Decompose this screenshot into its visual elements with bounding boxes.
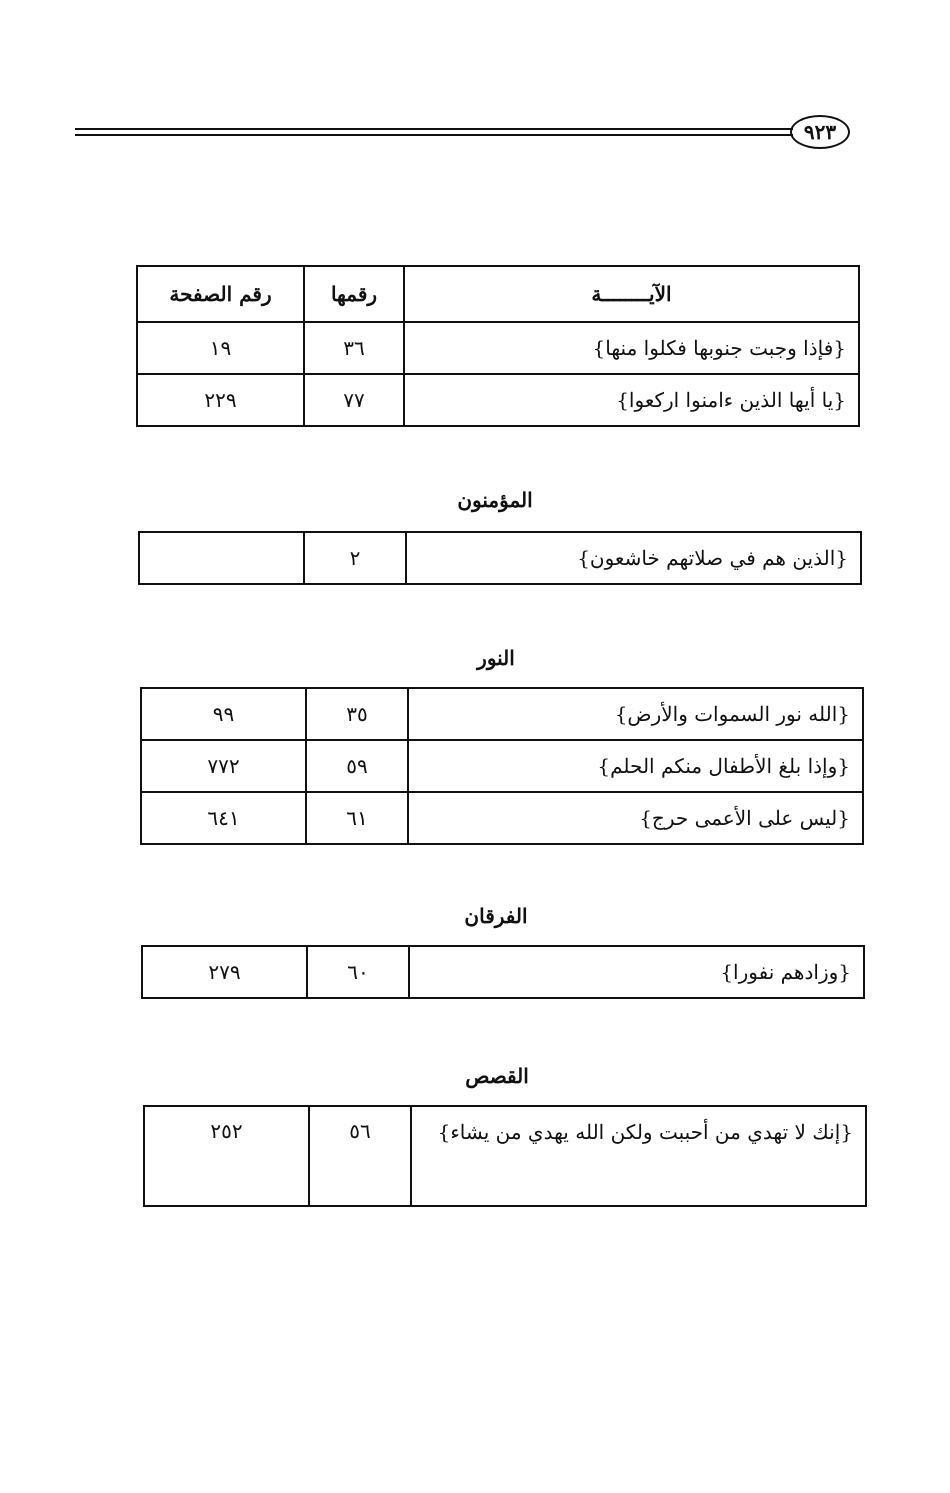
surah-title: الفرقان bbox=[464, 904, 528, 928]
table-row bbox=[141, 740, 863, 792]
table-row bbox=[142, 946, 864, 998]
ayah-number-cell: ٦٠ bbox=[307, 946, 409, 998]
table-row bbox=[141, 792, 863, 844]
header-rule-line-bottom bbox=[75, 134, 793, 136]
ayah-cell: {ليس على الأعمى حرج} bbox=[408, 792, 863, 844]
ayah-cell: {الذين هم في صلاتهم خاشعون} bbox=[406, 532, 861, 584]
index-table-section bbox=[141, 945, 865, 999]
header-page: رقم الصفحة bbox=[137, 266, 304, 322]
ayah-number-cell: ٥٩ bbox=[306, 740, 408, 792]
header-number: رقمها bbox=[304, 266, 404, 322]
index-table-section bbox=[143, 1105, 867, 1207]
index-table-section bbox=[140, 687, 864, 845]
ayah-number-cell: ٣٥ bbox=[306, 688, 408, 740]
ayah-number-cell: ٣٦ bbox=[304, 322, 404, 374]
page-cell: ٩٩ bbox=[141, 688, 306, 740]
page-cell: ٢٧٩ bbox=[142, 946, 307, 998]
ayah-number-cell: ٢ bbox=[304, 532, 406, 584]
ayah-cell: {إنك لا تهدي من أحببت ولكن الله يهدي من يشاء} bbox=[437, 1120, 853, 1144]
ayah-number-cell: ٥٦ bbox=[309, 1106, 411, 1206]
table-row bbox=[139, 532, 861, 584]
index-table-main bbox=[136, 265, 860, 427]
page-number: ٩٢٣ bbox=[790, 115, 850, 149]
page-cell: ٧٧٢ bbox=[141, 740, 306, 792]
ayah-cell-wrapper bbox=[411, 1106, 866, 1206]
header-rule-line-top bbox=[75, 128, 793, 130]
header-rule bbox=[75, 128, 793, 138]
ayah-cell: {الله نور السموات والأرض} bbox=[408, 688, 863, 740]
table-row bbox=[137, 374, 859, 426]
ayah-cell: {يا أيها الذين ءامنوا اركعوا} bbox=[404, 374, 859, 426]
surah-title: القصص bbox=[465, 1064, 529, 1088]
index-table-section bbox=[138, 531, 862, 585]
ayah-cell: {وإذا بلغ الأطفال منكم الحلم} bbox=[408, 740, 863, 792]
page-cell: ٢٢٩ bbox=[137, 374, 304, 426]
table-header-row bbox=[137, 266, 859, 322]
page-cell: ٦٤١ bbox=[141, 792, 306, 844]
table-row bbox=[144, 1106, 866, 1206]
ayah-cell: {وزادهم نفورا} bbox=[409, 946, 864, 998]
header-ayah: الآيــــــــة bbox=[404, 266, 859, 322]
surah-title: المؤمنون bbox=[457, 488, 533, 512]
ayah-number-cell: ٦١ bbox=[306, 792, 408, 844]
surah-title: النور bbox=[477, 646, 515, 670]
ayah-number-cell: ٧٧ bbox=[304, 374, 404, 426]
page-cell bbox=[139, 532, 304, 584]
table-row bbox=[141, 688, 863, 740]
ayah-cell: {فإذا وجبت جنوبها فكلوا منها} bbox=[404, 322, 859, 374]
page-cell: ٢٥٢ bbox=[144, 1106, 309, 1206]
page-cell: ١٩ bbox=[137, 322, 304, 374]
table-row bbox=[137, 322, 859, 374]
